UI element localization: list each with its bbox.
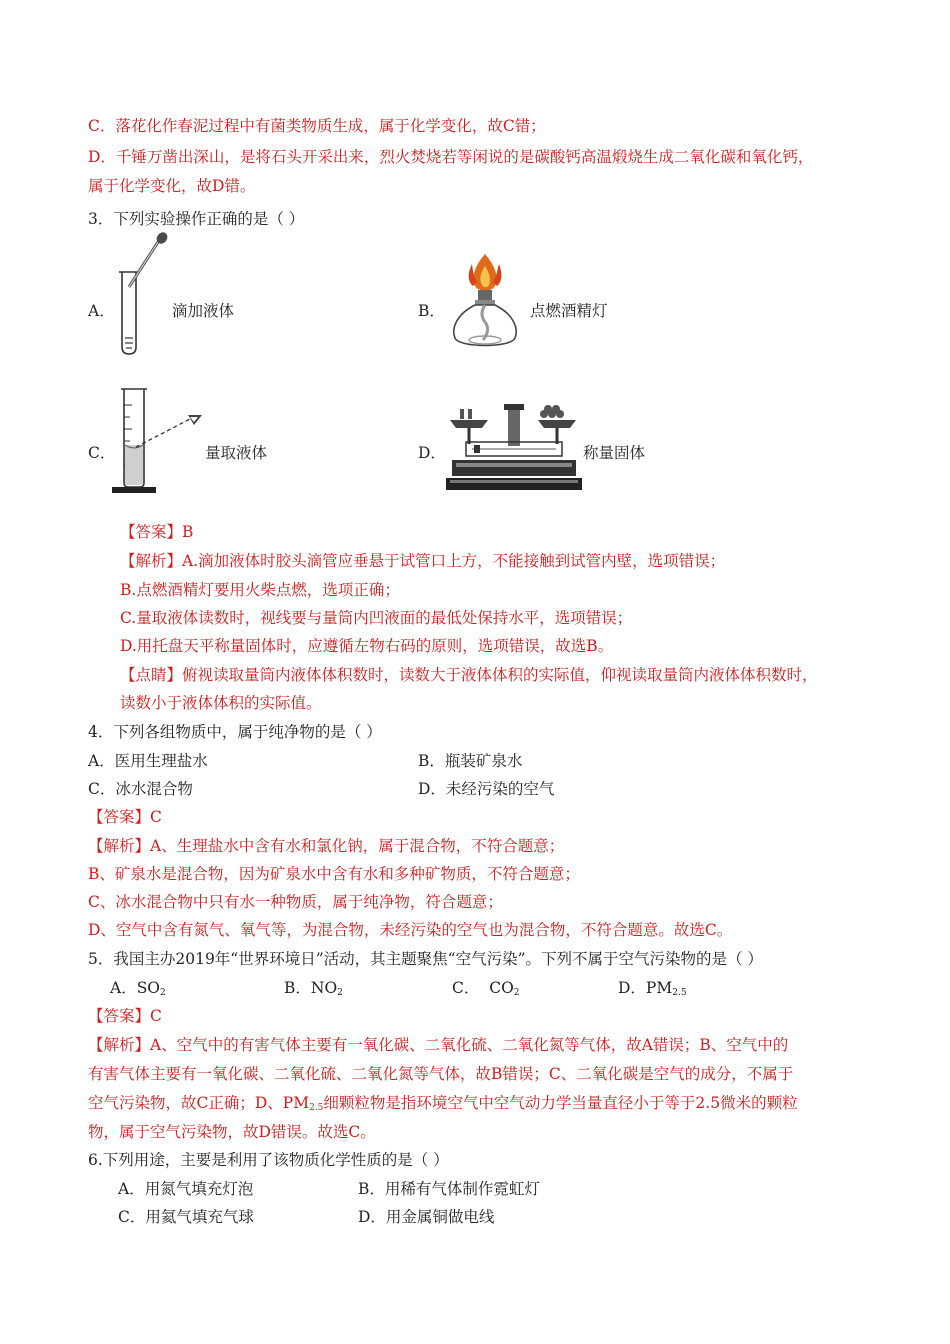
analysis-tag: 【解析】 (88, 1036, 151, 1054)
q6-option-c: C．用氦气填充气球 (118, 1208, 254, 1226)
analysis-tag: 【解析】 (120, 552, 183, 570)
q5-option-b-sub: 2 (337, 988, 343, 998)
q3-tip-line2: 读数小于液体体积的实际值。 (120, 694, 322, 712)
q3-option-b-letter: B． (418, 302, 445, 320)
q5-option-d-text: D．PM (618, 979, 673, 997)
q5-option-c (452, 978, 520, 1003)
tip-text: 俯视读取量筒内液体体积数时，读数大于液体体积的实际值，仰视读取量筒内液体体积数时， (182, 666, 818, 684)
q3-stem: 3．下列实验操作正确的是（ ） (88, 210, 305, 228)
q5-analysis-line3 (88, 1093, 798, 1118)
q4-analysis-line4: D、空气中含有氮气、氧气等，为混合物，未经污染的空气也为混合物，不符合题意。故选C。 (88, 921, 733, 939)
q5-answer (88, 1006, 162, 1026)
q4-option-b: B．瓶装矿泉水 (418, 752, 523, 770)
q6-option-b: B．用稀有气体制作霓虹灯 (358, 1180, 540, 1198)
q4-option-c: C．冰水混合物 (88, 780, 193, 798)
answer-value: B (182, 523, 194, 541)
q3-option-d-letter: D． (418, 444, 446, 462)
q3-option-a-label: 滴加液体 (172, 302, 235, 320)
q5-analysis-line3-start: 空气污染物，故C正确；D、PM (88, 1094, 310, 1112)
q4-analysis-line2: B、矿泉水是混合物，因为矿泉水中含有水和多种矿物质，不符合题意； (88, 865, 580, 883)
q5-option-b-text: B．NO (284, 979, 338, 997)
q6-option-d: D．用金属铜做电线 (358, 1208, 495, 1226)
q5-analysis-line3-sub: 2.5 (309, 1103, 324, 1113)
q3-tip-line1 (120, 665, 818, 685)
q5-option-a-sub: 2 (160, 988, 166, 998)
q5-option-d (618, 978, 687, 1003)
answer-tag: 【答案】 (120, 523, 183, 541)
q6-option-a: A．用氮气填充灯泡 (118, 1180, 254, 1198)
q5-option-b (284, 978, 343, 1003)
q3-option-c-letter: C． (88, 444, 116, 462)
q3-option-a-letter: A． (88, 302, 115, 320)
prev-option-d-analysis-line2: 属于化学变化，故D错。 (88, 177, 256, 195)
q5-analysis-line1 (88, 1035, 788, 1055)
q3-analysis-line1 (120, 551, 725, 571)
q4-analysis-line3: C、冰水混合物中只有水一种物质，属于纯净物，符合题意； (88, 893, 503, 911)
q3-option-b-label: 点燃酒精灯 (530, 302, 608, 320)
q3-analysis-line2: B.点燃酒精灯要用火柴点燃，选项正确； (120, 581, 400, 599)
analysis-text: A、生理盐水中含有水和氯化钠，属于混合物，不符合题意； (150, 837, 565, 855)
q3-answer (120, 522, 193, 542)
balance-scale-icon (446, 402, 582, 494)
q5-option-c-text: C． CO (452, 979, 514, 997)
analysis-tag: 【解析】 (88, 837, 151, 855)
q5-option-a-text: A．SO (110, 979, 161, 997)
dropper-test-tube-icon (110, 232, 170, 357)
analysis-text: A、空气中的有害气体主要有一氧化碳、二氧化硫、二氧化氮等气体，故A错误；B、空气中的 (150, 1036, 789, 1054)
q4-analysis-line1 (88, 836, 564, 856)
prev-option-d-analysis-line1: D．千锤万凿出深山，是将石头开采出来，烈火焚烧若等闲说的是碳酸钙高温煅烧生成二氧化碳和氧化钙， (88, 148, 814, 166)
answer-value: C (150, 1007, 162, 1025)
q5-analysis-line4: 物，属于空气污染物，故D错误。故选C。 (88, 1123, 376, 1141)
q5-analysis-line3-end: 细颗粒物是指环境空气中空气动力学当量直径小于等于2.5微米的颗粒 (323, 1094, 798, 1112)
answer-value: C (150, 808, 162, 826)
prev-option-c-analysis: C．落花化作春泥过程中有菌类物质生成，属于化学变化，故C错； (88, 117, 546, 135)
q5-option-d-sub: 2.5 (672, 988, 687, 998)
answer-tag: 【答案】 (88, 808, 151, 826)
q5-option-c-sub: 2 (513, 988, 520, 998)
analysis-text: A.滴加液体时胶头滴管应垂悬于试管口上方，不能接触到试管内壁，选项错误； (182, 552, 726, 570)
q6-stem: 6.下列用途，主要是利用了该物质化学性质的是（ ） (88, 1151, 449, 1169)
graduated-cylinder-icon (112, 385, 207, 497)
answer-tag: 【答案】 (88, 1007, 151, 1025)
alcohol-lamp-icon (445, 252, 525, 354)
q3-analysis-line4: D.用托盘天平称量固体时，应遵循左物右码的原则，选项错误，故选B。 (120, 637, 614, 655)
q4-stem: 4．下列各组物质中，属于纯净物的是（ ） (88, 723, 382, 741)
q4-option-d: D．未经污染的空气 (418, 780, 555, 798)
q4-answer (88, 807, 162, 827)
q3-option-c-label: 量取液体 (205, 444, 268, 462)
q3-analysis-line3: C.量取液体读数时，视线要与量筒内凹液面的最低处保持水平，选项错误； (120, 609, 633, 627)
tip-tag: 【点睛】 (120, 666, 183, 684)
q3-option-d-label: 称量固体 (583, 444, 646, 462)
q4-option-a: A．医用生理盐水 (88, 752, 208, 770)
q5-option-a (110, 978, 166, 1003)
q5-stem: 5．我国主办2019年“世界环境日”活动，其主题聚焦“空气污染”。下列不属于空气污染物的是（ ） (88, 950, 763, 968)
q5-analysis-line2: 有害气体主要有一氧化碳、二氧化硫、二氧化氮等气体，故B错误；C、二氧化碳是空气的成分，不属于 (88, 1065, 794, 1083)
